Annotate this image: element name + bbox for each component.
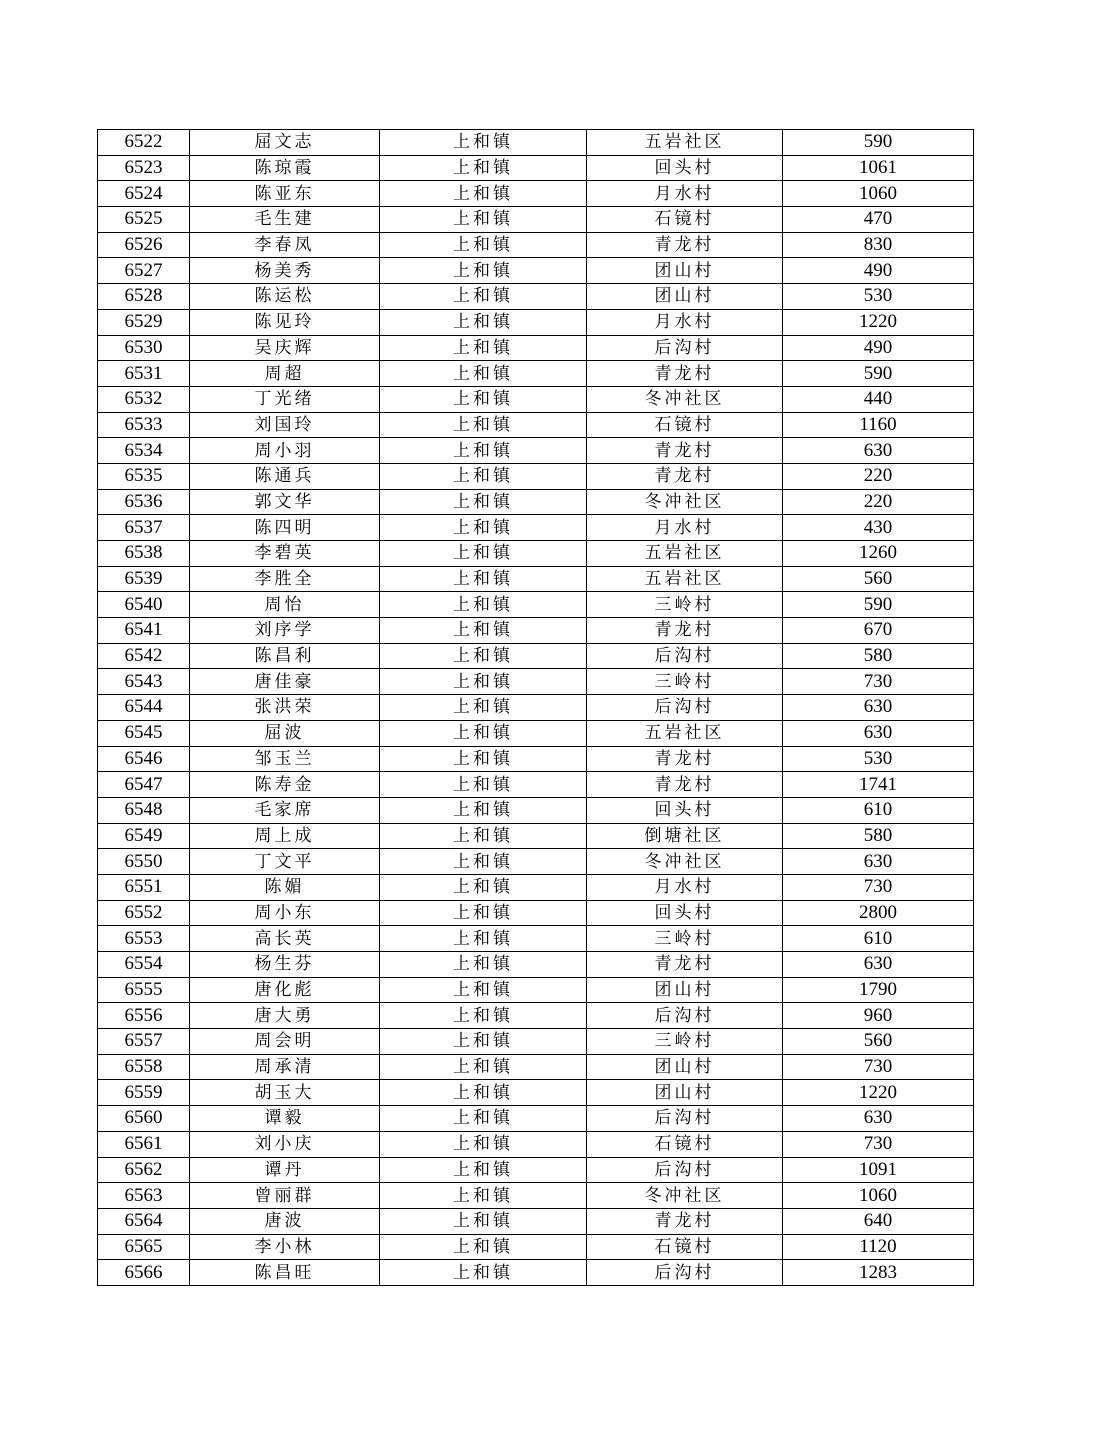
cell-name: 曾丽群 (190, 1183, 380, 1209)
cell-town: 上和镇 (380, 874, 587, 900)
cell-name: 毛生建 (190, 207, 380, 233)
cell-id: 6563 (98, 1183, 190, 1209)
cell-name: 谭丹 (190, 1157, 380, 1183)
cell-town: 上和镇 (380, 746, 587, 772)
cell-name: 周超 (190, 361, 380, 387)
cell-amount: 630 (783, 952, 974, 978)
cell-town: 上和镇 (380, 849, 587, 875)
cell-village: 后沟村 (587, 695, 783, 721)
cell-village: 青龙村 (587, 1208, 783, 1234)
cell-town: 上和镇 (380, 566, 587, 592)
cell-amount: 1220 (783, 309, 974, 335)
cell-id: 6529 (98, 309, 190, 335)
cell-town: 上和镇 (380, 900, 587, 926)
cell-id: 6548 (98, 797, 190, 823)
cell-amount: 730 (783, 874, 974, 900)
cell-id: 6534 (98, 438, 190, 464)
cell-village: 五岩社区 (587, 720, 783, 746)
cell-village: 五岩社区 (587, 130, 783, 156)
cell-town: 上和镇 (380, 155, 587, 181)
table-row (98, 412, 974, 438)
table-row (98, 977, 974, 1003)
cell-amount: 470 (783, 207, 974, 233)
cell-id: 6550 (98, 849, 190, 875)
cell-name: 谭毅 (190, 1106, 380, 1132)
cell-name: 郭文华 (190, 489, 380, 515)
cell-town: 上和镇 (380, 797, 587, 823)
cell-village: 月水村 (587, 309, 783, 335)
cell-amount: 440 (783, 386, 974, 412)
cell-village: 回头村 (587, 900, 783, 926)
cell-amount: 1160 (783, 412, 974, 438)
table-row (98, 1260, 974, 1286)
data-table (97, 129, 974, 1286)
cell-amount: 2800 (783, 900, 974, 926)
cell-id: 6561 (98, 1131, 190, 1157)
cell-town: 上和镇 (380, 1234, 587, 1260)
cell-town: 上和镇 (380, 592, 587, 618)
cell-name: 唐大勇 (190, 1003, 380, 1029)
cell-id: 6527 (98, 258, 190, 284)
cell-village: 石镜村 (587, 1131, 783, 1157)
cell-town: 上和镇 (380, 952, 587, 978)
cell-id: 6537 (98, 515, 190, 541)
table-row (98, 1208, 974, 1234)
cell-id: 6558 (98, 1054, 190, 1080)
cell-amount: 960 (783, 1003, 974, 1029)
cell-town: 上和镇 (380, 1003, 587, 1029)
cell-village: 冬冲社区 (587, 386, 783, 412)
cell-town: 上和镇 (380, 541, 587, 567)
cell-amount: 580 (783, 643, 974, 669)
cell-amount: 590 (783, 592, 974, 618)
cell-amount: 490 (783, 258, 974, 284)
cell-name: 屈波 (190, 720, 380, 746)
cell-amount: 590 (783, 130, 974, 156)
cell-village: 团山村 (587, 258, 783, 284)
table-row (98, 1157, 974, 1183)
table-row (98, 900, 974, 926)
cell-name: 陈琼霞 (190, 155, 380, 181)
table-row (98, 515, 974, 541)
cell-id: 6524 (98, 181, 190, 207)
cell-village: 青龙村 (587, 618, 783, 644)
table-row (98, 823, 974, 849)
cell-village: 三岭村 (587, 669, 783, 695)
cell-amount: 730 (783, 669, 974, 695)
cell-id: 6522 (98, 130, 190, 156)
cell-village: 后沟村 (587, 1260, 783, 1286)
table-row (98, 618, 974, 644)
cell-amount: 1060 (783, 181, 974, 207)
cell-name: 胡玉大 (190, 1080, 380, 1106)
cell-village: 五岩社区 (587, 566, 783, 592)
cell-town: 上和镇 (380, 720, 587, 746)
cell-village: 冬冲社区 (587, 1183, 783, 1209)
cell-amount: 580 (783, 823, 974, 849)
table-row (98, 669, 974, 695)
cell-village: 青龙村 (587, 772, 783, 798)
cell-town: 上和镇 (380, 669, 587, 695)
table-row (98, 797, 974, 823)
table-row (98, 207, 974, 233)
cell-name: 刘国玲 (190, 412, 380, 438)
cell-id: 6555 (98, 977, 190, 1003)
table-row (98, 155, 974, 181)
cell-name: 周小羽 (190, 438, 380, 464)
table-row (98, 1003, 974, 1029)
cell-amount: 1260 (783, 541, 974, 567)
cell-name: 屈文志 (190, 130, 380, 156)
cell-village: 青龙村 (587, 952, 783, 978)
table-row (98, 849, 974, 875)
cell-id: 6544 (98, 695, 190, 721)
cell-name: 陈见玲 (190, 309, 380, 335)
cell-id: 6541 (98, 618, 190, 644)
cell-id: 6545 (98, 720, 190, 746)
cell-id: 6547 (98, 772, 190, 798)
cell-amount: 1060 (783, 1183, 974, 1209)
table-row (98, 695, 974, 721)
cell-amount: 430 (783, 515, 974, 541)
cell-town: 上和镇 (380, 1054, 587, 1080)
cell-village: 青龙村 (587, 463, 783, 489)
table-row (98, 1131, 974, 1157)
cell-town: 上和镇 (380, 181, 587, 207)
cell-village: 团山村 (587, 284, 783, 310)
table-row (98, 926, 974, 952)
cell-id: 6542 (98, 643, 190, 669)
cell-amount: 610 (783, 797, 974, 823)
cell-name: 邹玉兰 (190, 746, 380, 772)
cell-town: 上和镇 (380, 258, 587, 284)
cell-id: 6533 (98, 412, 190, 438)
cell-village: 回头村 (587, 155, 783, 181)
cell-name: 周上成 (190, 823, 380, 849)
cell-name: 周怡 (190, 592, 380, 618)
cell-village: 月水村 (587, 181, 783, 207)
cell-amount: 560 (783, 1029, 974, 1055)
table-row (98, 361, 974, 387)
cell-amount: 1120 (783, 1234, 974, 1260)
table-row (98, 1183, 974, 1209)
cell-town: 上和镇 (380, 772, 587, 798)
cell-id: 6535 (98, 463, 190, 489)
cell-amount: 1061 (783, 155, 974, 181)
cell-amount: 220 (783, 463, 974, 489)
cell-name: 杨生芬 (190, 952, 380, 978)
cell-village: 五岩社区 (587, 541, 783, 567)
cell-amount: 630 (783, 1106, 974, 1132)
cell-name: 陈昌旺 (190, 1260, 380, 1286)
cell-id: 6523 (98, 155, 190, 181)
cell-id: 6560 (98, 1106, 190, 1132)
cell-name: 李胜全 (190, 566, 380, 592)
cell-town: 上和镇 (380, 1080, 587, 1106)
cell-name: 陈媚 (190, 874, 380, 900)
table-row (98, 541, 974, 567)
cell-id: 6531 (98, 361, 190, 387)
cell-name: 刘序学 (190, 618, 380, 644)
cell-id: 6553 (98, 926, 190, 952)
cell-town: 上和镇 (380, 1208, 587, 1234)
cell-name: 张洪荣 (190, 695, 380, 721)
cell-name: 陈亚东 (190, 181, 380, 207)
cell-village: 倒塘社区 (587, 823, 783, 849)
cell-amount: 560 (783, 566, 974, 592)
cell-town: 上和镇 (380, 489, 587, 515)
cell-village: 后沟村 (587, 335, 783, 361)
cell-id: 6552 (98, 900, 190, 926)
table-row (98, 386, 974, 412)
cell-village: 青龙村 (587, 361, 783, 387)
cell-village: 冬冲社区 (587, 489, 783, 515)
cell-town: 上和镇 (380, 823, 587, 849)
table-row (98, 335, 974, 361)
cell-town: 上和镇 (380, 618, 587, 644)
cell-village: 石镜村 (587, 412, 783, 438)
cell-id: 6536 (98, 489, 190, 515)
cell-id: 6530 (98, 335, 190, 361)
cell-village: 青龙村 (587, 232, 783, 258)
cell-amount: 630 (783, 438, 974, 464)
cell-id: 6525 (98, 207, 190, 233)
cell-id: 6566 (98, 1260, 190, 1286)
cell-name: 高长英 (190, 926, 380, 952)
cell-town: 上和镇 (380, 412, 587, 438)
cell-id: 6565 (98, 1234, 190, 1260)
cell-name: 周会明 (190, 1029, 380, 1055)
cell-name: 陈四明 (190, 515, 380, 541)
cell-town: 上和镇 (380, 926, 587, 952)
cell-village: 月水村 (587, 874, 783, 900)
cell-name: 毛家席 (190, 797, 380, 823)
cell-town: 上和镇 (380, 232, 587, 258)
cell-town: 上和镇 (380, 438, 587, 464)
cell-name: 陈通兵 (190, 463, 380, 489)
cell-town: 上和镇 (380, 1106, 587, 1132)
cell-town: 上和镇 (380, 1260, 587, 1286)
cell-town: 上和镇 (380, 643, 587, 669)
table-row (98, 874, 974, 900)
cell-village: 后沟村 (587, 643, 783, 669)
cell-amount: 1741 (783, 772, 974, 798)
table-row (98, 592, 974, 618)
cell-id: 6539 (98, 566, 190, 592)
table-row (98, 463, 974, 489)
cell-name: 陈运松 (190, 284, 380, 310)
cell-name: 杨美秀 (190, 258, 380, 284)
cell-id: 6543 (98, 669, 190, 695)
cell-name: 刘小庆 (190, 1131, 380, 1157)
cell-name: 唐化彪 (190, 977, 380, 1003)
cell-town: 上和镇 (380, 1183, 587, 1209)
cell-name: 丁文平 (190, 849, 380, 875)
cell-amount: 830 (783, 232, 974, 258)
cell-amount: 1220 (783, 1080, 974, 1106)
cell-name: 李春凤 (190, 232, 380, 258)
cell-village: 后沟村 (587, 1157, 783, 1183)
cell-id: 6540 (98, 592, 190, 618)
cell-village: 冬冲社区 (587, 849, 783, 875)
table-row (98, 1106, 974, 1132)
cell-town: 上和镇 (380, 977, 587, 1003)
cell-amount: 630 (783, 720, 974, 746)
cell-town: 上和镇 (380, 386, 587, 412)
cell-amount: 630 (783, 695, 974, 721)
cell-town: 上和镇 (380, 207, 587, 233)
table-row (98, 130, 974, 156)
cell-village: 青龙村 (587, 438, 783, 464)
cell-town: 上和镇 (380, 284, 587, 310)
cell-village: 三岭村 (587, 592, 783, 618)
table-row (98, 438, 974, 464)
cell-amount: 730 (783, 1054, 974, 1080)
cell-village: 三岭村 (587, 926, 783, 952)
cell-town: 上和镇 (380, 335, 587, 361)
cell-village: 青龙村 (587, 746, 783, 772)
cell-name: 丁光绪 (190, 386, 380, 412)
cell-village: 团山村 (587, 977, 783, 1003)
table-row (98, 1234, 974, 1260)
cell-name: 周承清 (190, 1054, 380, 1080)
table-row (98, 181, 974, 207)
cell-town: 上和镇 (380, 309, 587, 335)
cell-name: 陈寿金 (190, 772, 380, 798)
cell-town: 上和镇 (380, 1029, 587, 1055)
cell-amount: 1790 (783, 977, 974, 1003)
cell-id: 6559 (98, 1080, 190, 1106)
cell-name: 周小东 (190, 900, 380, 926)
table-row (98, 489, 974, 515)
table-row (98, 309, 974, 335)
cell-amount: 610 (783, 926, 974, 952)
cell-town: 上和镇 (380, 463, 587, 489)
cell-name: 唐波 (190, 1208, 380, 1234)
cell-name: 李碧英 (190, 541, 380, 567)
cell-amount: 640 (783, 1208, 974, 1234)
cell-village: 团山村 (587, 1054, 783, 1080)
cell-id: 6556 (98, 1003, 190, 1029)
table-row (98, 1054, 974, 1080)
cell-village: 回头村 (587, 797, 783, 823)
cell-town: 上和镇 (380, 1131, 587, 1157)
cell-name: 陈昌利 (190, 643, 380, 669)
cell-name: 吴庆辉 (190, 335, 380, 361)
cell-name: 李小林 (190, 1234, 380, 1260)
cell-town: 上和镇 (380, 695, 587, 721)
cell-id: 6549 (98, 823, 190, 849)
table-row (98, 643, 974, 669)
table-row (98, 232, 974, 258)
table-row (98, 720, 974, 746)
cell-id: 6526 (98, 232, 190, 258)
table-row (98, 284, 974, 310)
cell-town: 上和镇 (380, 515, 587, 541)
cell-village: 三岭村 (587, 1029, 783, 1055)
cell-amount: 530 (783, 746, 974, 772)
table-row (98, 1029, 974, 1055)
cell-id: 6562 (98, 1157, 190, 1183)
table-row (98, 772, 974, 798)
cell-id: 6528 (98, 284, 190, 310)
cell-village: 月水村 (587, 515, 783, 541)
cell-amount: 730 (783, 1131, 974, 1157)
cell-amount: 1283 (783, 1260, 974, 1286)
cell-amount: 530 (783, 284, 974, 310)
cell-amount: 670 (783, 618, 974, 644)
cell-village: 后沟村 (587, 1106, 783, 1132)
cell-amount: 590 (783, 361, 974, 387)
table-row (98, 566, 974, 592)
cell-id: 6554 (98, 952, 190, 978)
cell-village: 石镜村 (587, 207, 783, 233)
cell-town: 上和镇 (380, 130, 587, 156)
cell-id: 6546 (98, 746, 190, 772)
cell-village: 后沟村 (587, 1003, 783, 1029)
table-body (98, 130, 974, 1286)
cell-amount: 490 (783, 335, 974, 361)
table-row (98, 952, 974, 978)
cell-town: 上和镇 (380, 361, 587, 387)
cell-village: 石镜村 (587, 1234, 783, 1260)
cell-id: 6532 (98, 386, 190, 412)
table-row (98, 258, 974, 284)
cell-amount: 1091 (783, 1157, 974, 1183)
cell-id: 6564 (98, 1208, 190, 1234)
cell-village: 团山村 (587, 1080, 783, 1106)
cell-name: 唐佳豪 (190, 669, 380, 695)
table-row (98, 1080, 974, 1106)
cell-id: 6538 (98, 541, 190, 567)
cell-town: 上和镇 (380, 1157, 587, 1183)
cell-id: 6551 (98, 874, 190, 900)
cell-amount: 630 (783, 849, 974, 875)
cell-id: 6557 (98, 1029, 190, 1055)
cell-amount: 220 (783, 489, 974, 515)
table-row (98, 746, 974, 772)
